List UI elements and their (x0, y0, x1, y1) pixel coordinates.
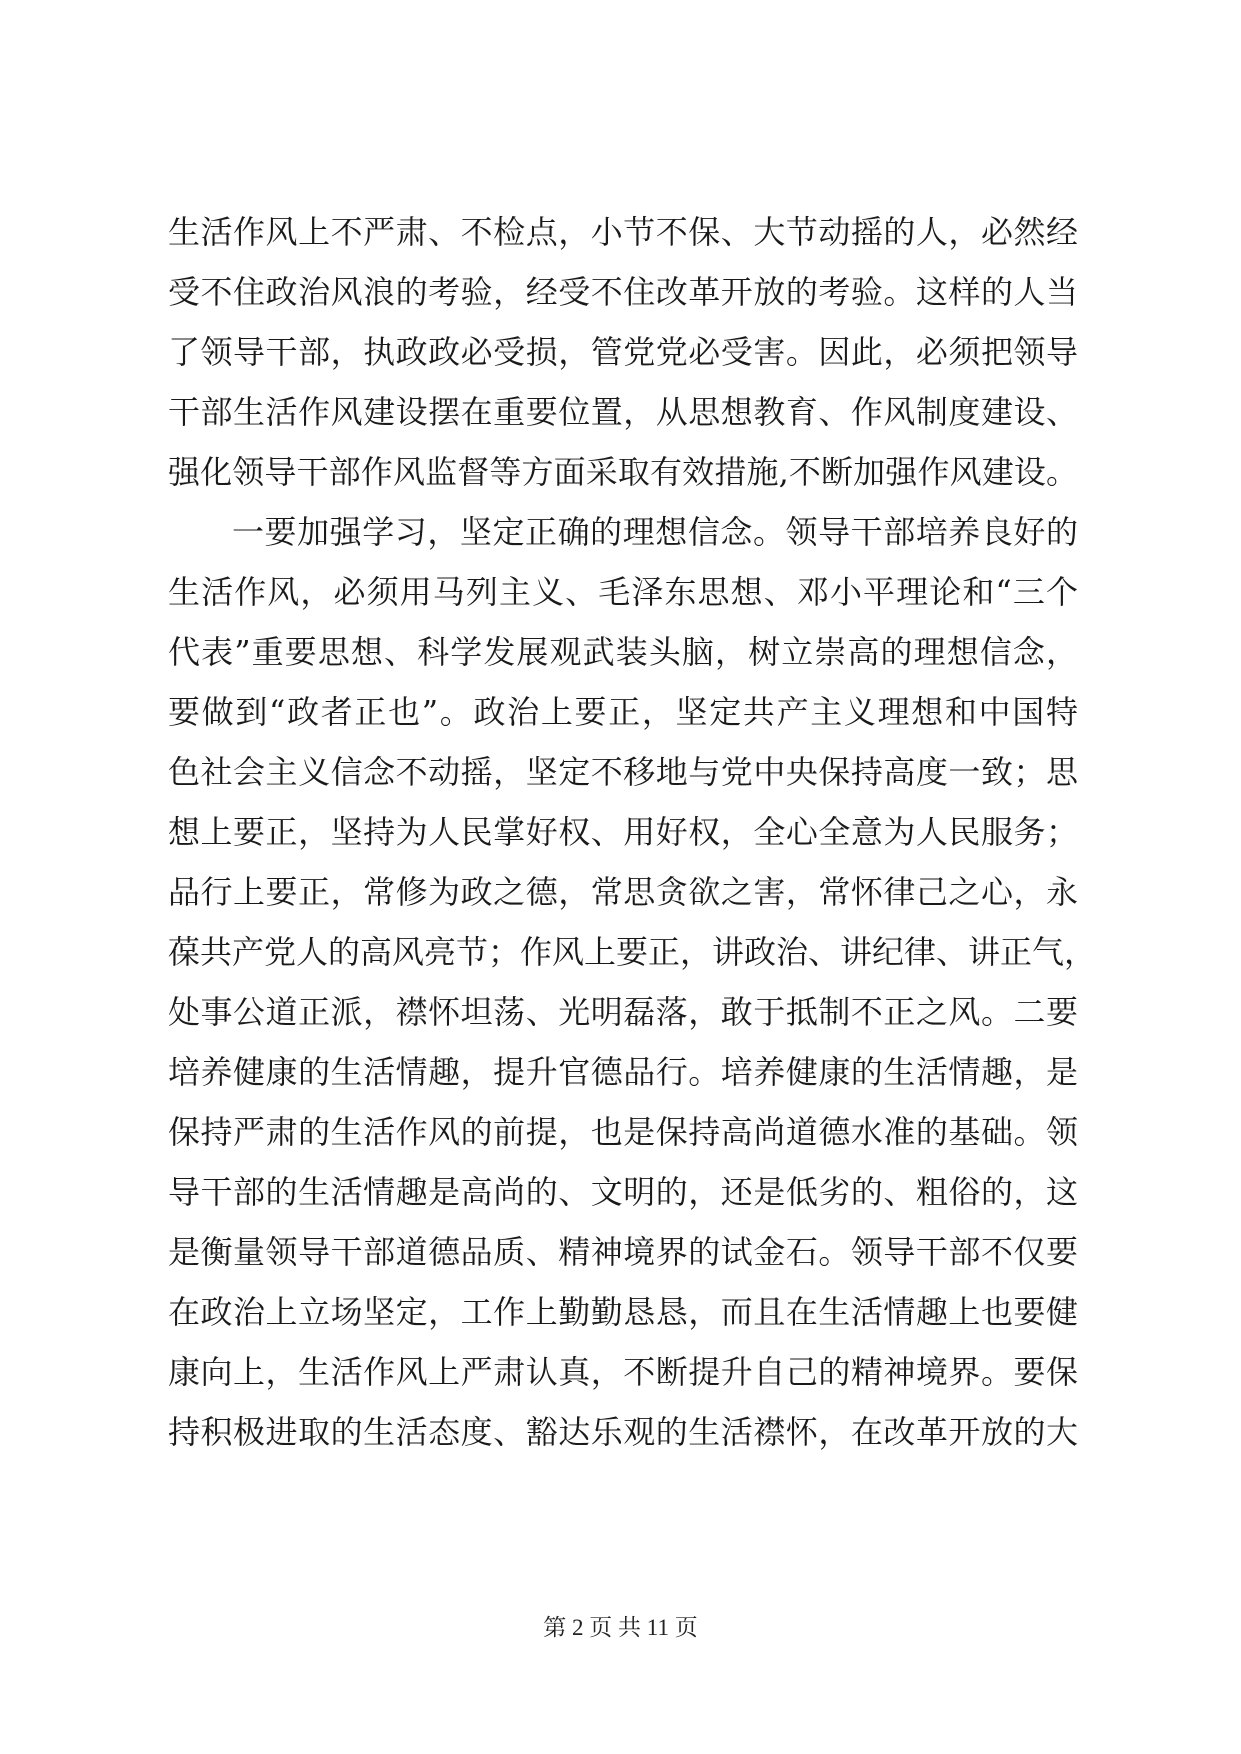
body-line: 保持严肃的生活作风的前提，也是保持高尚道德水准的基础。领 (168, 1113, 1078, 1151)
body-line: 康向上，生活作风上严肃认真，不断提升自己的精神境界。要保 (168, 1353, 1078, 1391)
body-line: 处事公道正派，襟怀坦荡、光明磊落，敢于抵制不正之风。二要 (168, 993, 1078, 1031)
body-line: 是衡量领导干部道德品质、精神境界的试金石。领导干部不仅要 (168, 1233, 1078, 1271)
body-line: 品行上要正，常修为政之德，常思贪欲之害，常怀律己之心，永 (168, 873, 1078, 911)
body-line: 要做到“政者正也”。政治上要正，坚定共产主义理想和中国特 (168, 693, 1078, 731)
body-line: 培养健康的生活情趣，提升官德品行。培养健康的生活情趣，是 (168, 1053, 1078, 1091)
body-line: 想上要正，坚持为人民掌好权、用好权，全心全意为人民服务； (168, 813, 1078, 851)
body-line: 代表”重要思想、科学发展观武装头脑，树立崇高的理想信念， (168, 633, 1078, 671)
body-line: 导干部的生活情趣是高尚的、文明的，还是低劣的、粗俗的，这 (168, 1173, 1078, 1211)
body-line: 干部生活作风建设摆在重要位置，从思想教育、作风制度建设、 (168, 393, 1078, 431)
body-line: 色社会主义信念不动摇，坚定不移地与党中央保持高度一致；思 (168, 753, 1078, 791)
body-line: 持积极进取的生活态度、豁达乐观的生活襟怀，在改革开放的大 (168, 1413, 1078, 1451)
body-line: 生活作风，必须用马列主义、毛泽东思想、邓小平理论和“三个 (168, 573, 1078, 611)
page-footer: 第 2 页 共 11 页 (543, 1615, 698, 1640)
body-line: 生活作风上不严肃、不检点，小节不保、大节动摇的人，必然经 (168, 213, 1078, 251)
body-line: 受不住政治风浪的考验，经受不住改革开放的考验。这样的人当 (168, 273, 1078, 311)
body-line: 在政治上立场坚定，工作上勤勤恳恳，而且在生活情趣上也要健 (168, 1293, 1078, 1331)
body-line: 葆共产党人的高风亮节；作风上要正，讲政治、讲纪律、讲正气， (168, 933, 1097, 971)
paragraph-first-line: 一要加强学习，坚定正确的理想信念。领导干部培养良好的 (232, 513, 1078, 551)
body-line: 强化领导干部作风监督等方面采取有效措施,不断加强作风建设。 (168, 453, 1078, 491)
body-line: 了领导干部，执政政必受损，管党党必受害。因此，必须把领导 (168, 333, 1078, 371)
